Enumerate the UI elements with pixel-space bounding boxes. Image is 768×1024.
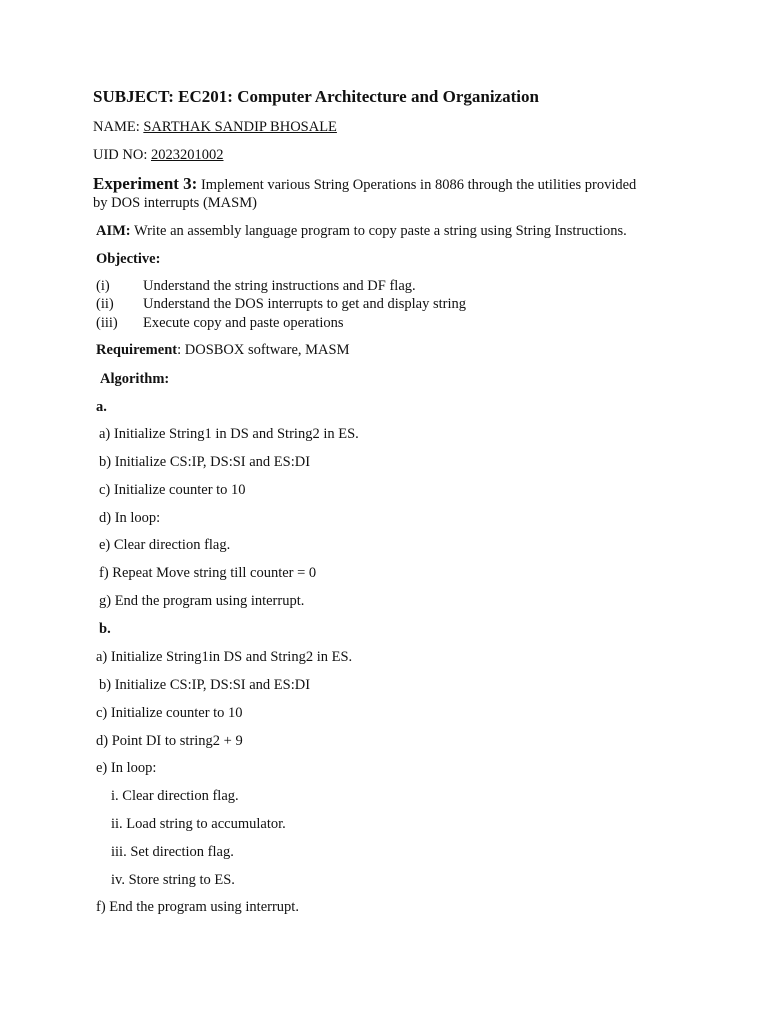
part-a-step: d) In loop:: [99, 510, 161, 526]
aim-label: AIM:: [96, 223, 131, 239]
objective-number: (i): [96, 278, 110, 294]
part-b-label: b.: [99, 621, 111, 637]
objective-item: [96, 295, 466, 313]
name-label: NAME:: [93, 119, 144, 135]
objective-item: [96, 314, 344, 332]
experiment-line-1: [93, 175, 636, 194]
name-line: [93, 118, 337, 136]
part-b-step: b) Initialize CS:IP, DS:SI and ES:DI: [99, 677, 311, 693]
part-a-step: f) Repeat Move string till counter = 0: [99, 565, 317, 581]
objective-number: (iii): [96, 315, 118, 331]
objective-heading: Objective:: [96, 251, 161, 267]
experiment-text-2: by DOS interrupts (MASM): [93, 195, 257, 211]
aim-text: Write an assembly language program to copy paste a string using String Instructions.: [134, 223, 627, 239]
part-b-substep: iii. Set direction flag.: [111, 844, 234, 860]
part-b-step: e) In loop:: [96, 760, 157, 776]
part-b-substep: i. Clear direction flag.: [111, 788, 239, 804]
part-b-substep: ii. Load string to accumulator.: [111, 816, 286, 832]
requirement-line: [96, 341, 350, 359]
experiment-text-1: Implement various String Operations in 8086 through the utilities provided: [200, 177, 637, 193]
objective-text: Execute copy and paste operations: [143, 315, 344, 331]
objective-number: (ii): [96, 296, 114, 312]
aim-line: [96, 222, 627, 240]
requirement-text: : DOSBOX software, MASM: [177, 342, 350, 358]
part-a-label: a.: [96, 399, 107, 415]
experiment-label: Experiment 3:: [93, 174, 198, 193]
part-a-step: c) Initialize counter to 10: [99, 482, 246, 498]
uid-line: [93, 146, 224, 164]
part-a-step: g) End the program using interrupt.: [99, 593, 305, 609]
uid-label: UID NO:: [93, 147, 151, 163]
objective-text: Understand the string instructions and DF flag.: [143, 278, 416, 294]
part-a-step: a) Initialize String1 in DS and String2 in ES.: [99, 426, 359, 442]
part-a-step: b) Initialize CS:IP, DS:SI and ES:DI: [99, 454, 311, 470]
algorithm-heading: Algorithm:: [100, 371, 170, 387]
uid-value: 2023201002: [151, 147, 224, 163]
subject-heading: SUBJECT: EC201: Computer Architecture and Organization: [93, 87, 539, 106]
objective-item: [96, 277, 416, 295]
part-b-step: c) Initialize counter to 10: [96, 705, 243, 721]
part-b-step: d) Point DI to string2 + 9: [96, 733, 243, 749]
objective-text: Understand the DOS interrupts to get and display string: [143, 296, 466, 312]
requirement-label: Requirement: [96, 342, 178, 358]
part-b-substep: iv. Store string to ES.: [111, 872, 235, 888]
part-b-step: a) Initialize String1in DS and String2 in ES.: [96, 649, 353, 665]
part-a-step: e) Clear direction flag.: [99, 537, 231, 553]
name-value: SARTHAK SANDIP BHOSALE: [143, 119, 337, 135]
part-b-final-step: f) End the program using interrupt.: [96, 899, 299, 915]
